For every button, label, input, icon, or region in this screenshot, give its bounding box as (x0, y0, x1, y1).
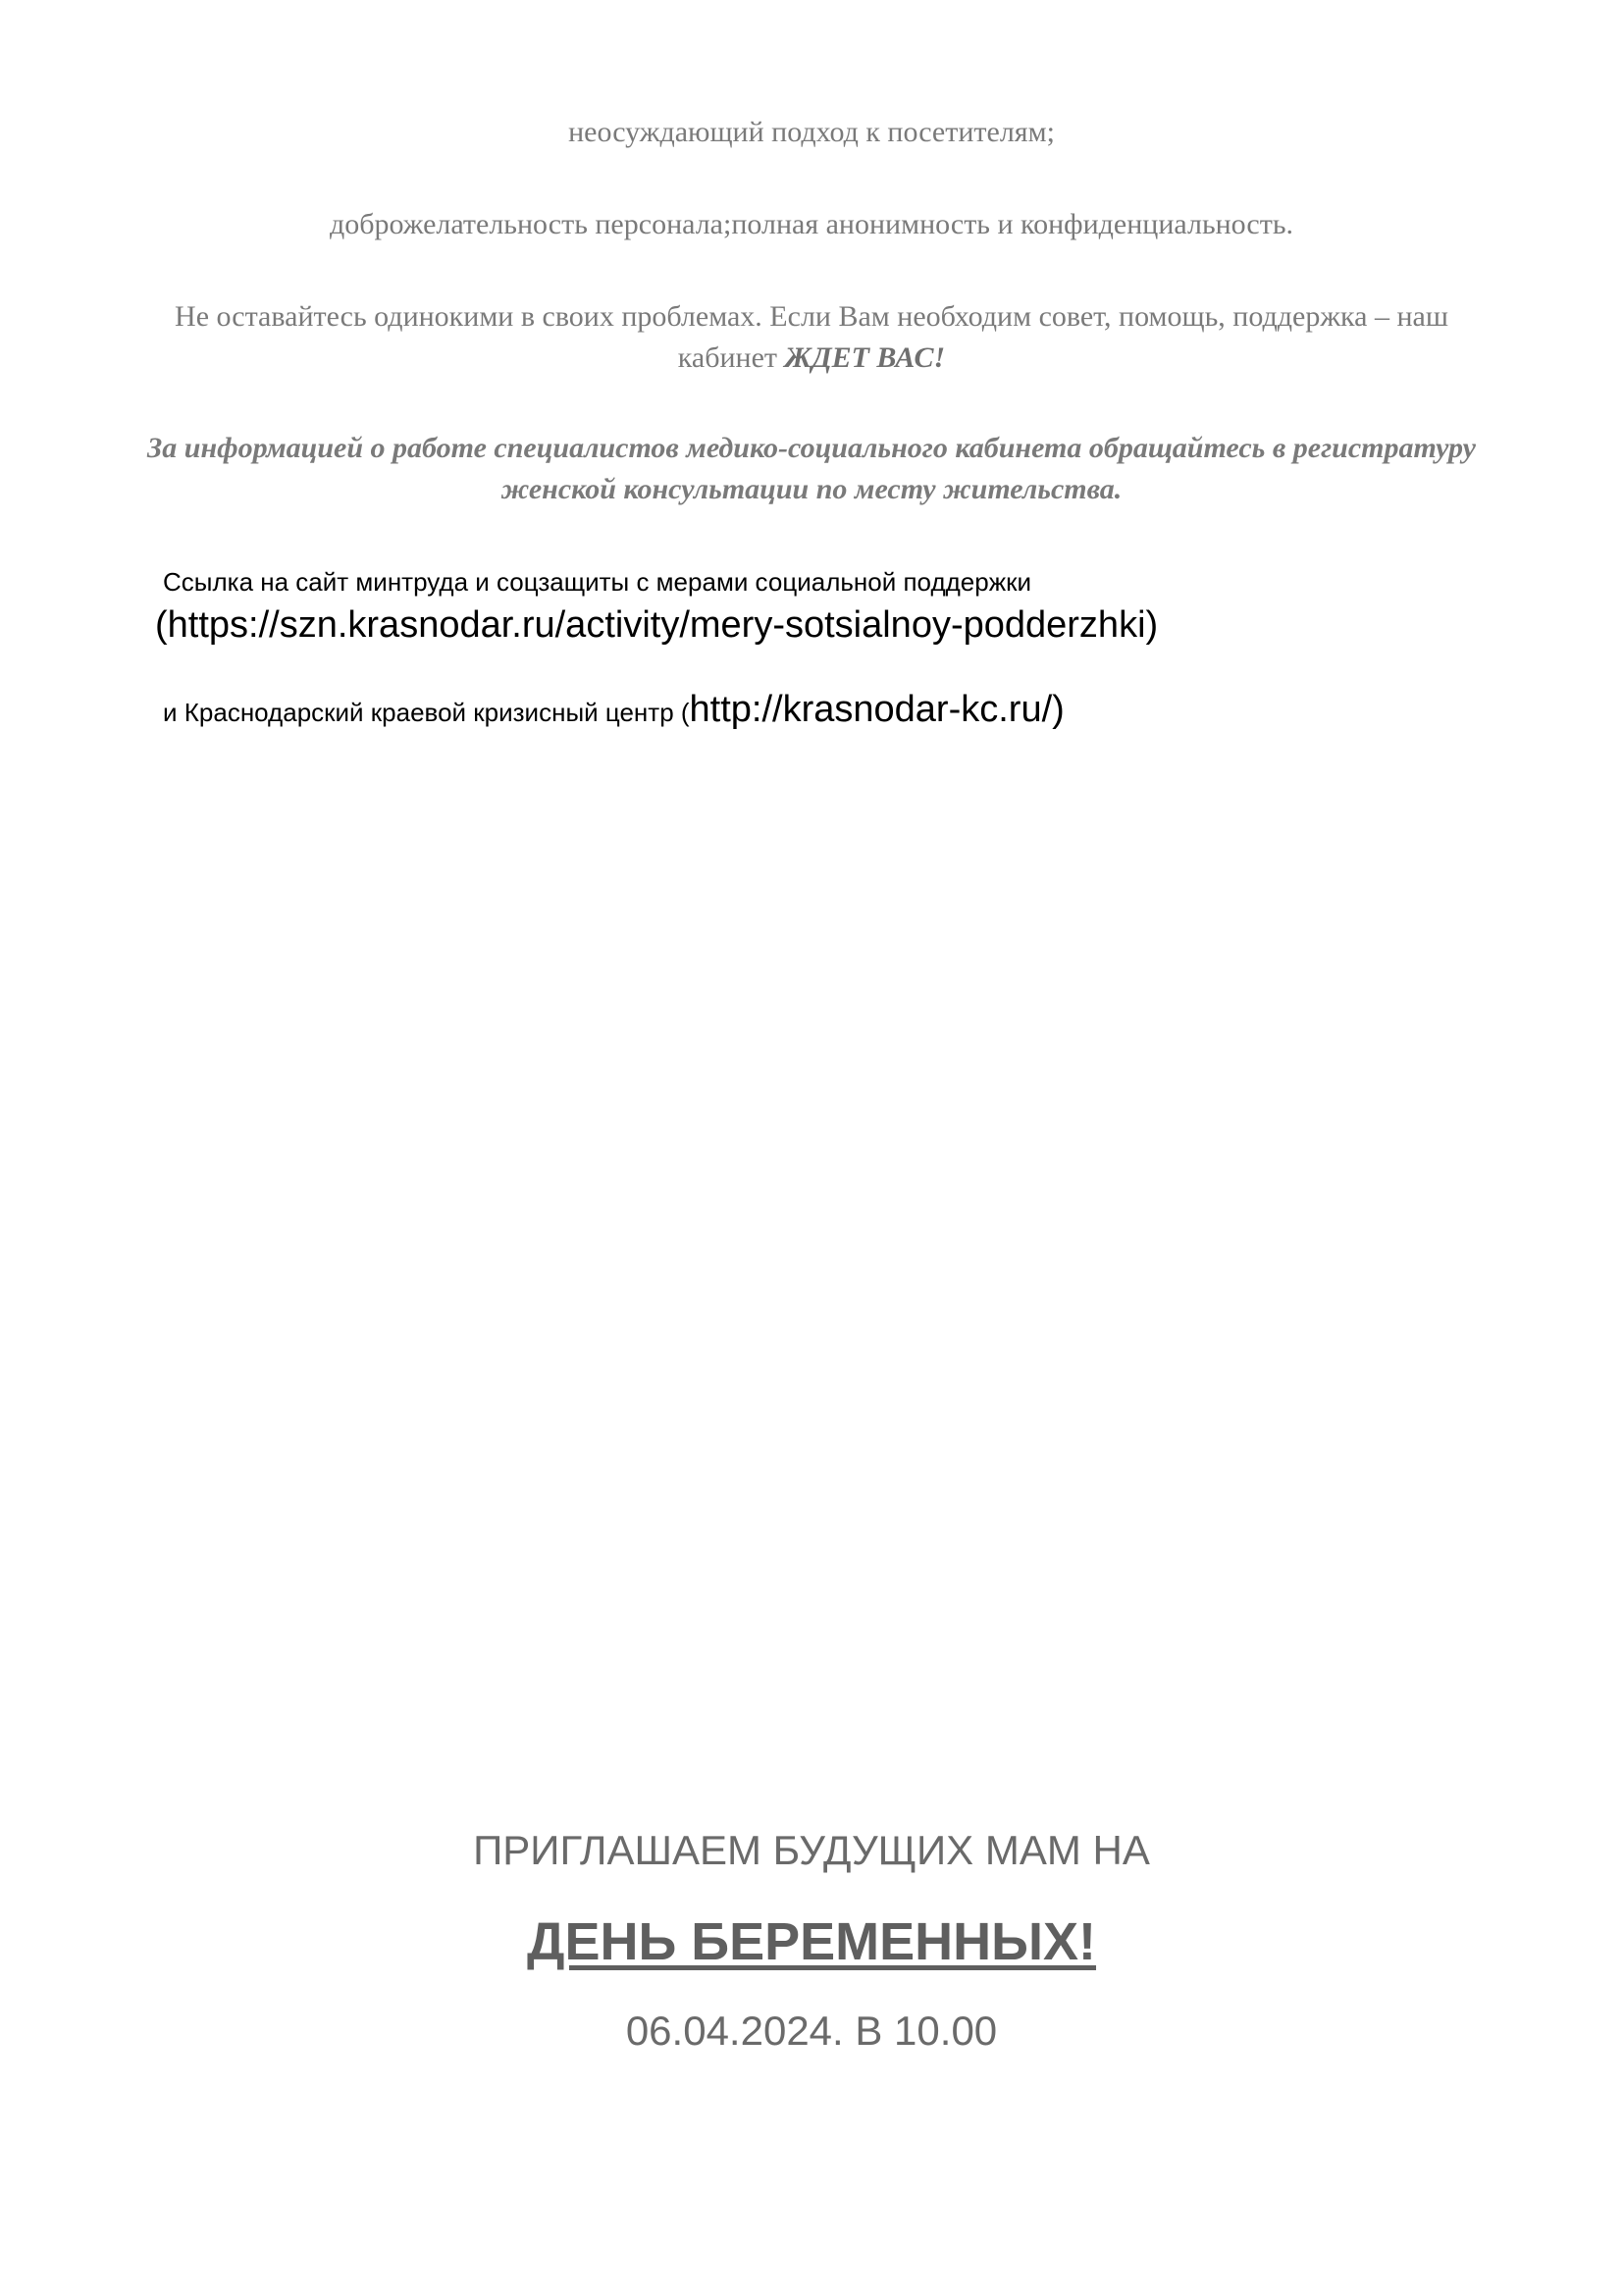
problems-emphasis: ЖДЕТ ВАС! (784, 341, 946, 374)
event-date: 06.04.2024. В 10.00 (625, 2008, 998, 2054)
event-title: ДЕНЬ БЕРЕМЕННЫХ! (526, 1912, 1097, 1971)
problems-text: Не оставайтесь одинокими в своих проблемах. Если Вам необходим совет, помощь, поддержка – наш кабинет (175, 300, 1448, 374)
approach-line: неосуждающий подход к посетителям; (568, 116, 1055, 148)
crisis-center-link[interactable]: http://krasnodar-kc.ru/) (689, 689, 1065, 730)
social-support-link[interactable]: (https://szn.krasnodar.ru/activity/mery-sotsialnoy-podderzhki) (155, 604, 1159, 646)
problems-paragraph (147, 296, 1476, 379)
crisis-center-line (163, 689, 1065, 731)
staff-line: доброжелательность персонала;полная анонимность и конфиденциальность. (329, 208, 1294, 240)
info-paragraph: За информацией о работе специалистов медико-социального кабинета обращайтесь в регистратуру женской консультации по месту жительства. (147, 432, 1476, 505)
social-support-link-intro: Ссылка на сайт минтруда и соцзащиты с мерами социальной поддержки (163, 567, 1031, 597)
crisis-center-label: и Краснодарский краевой кризисный центр ( (163, 698, 690, 727)
invite-text: ПРИГЛАШАЕМ БУДУЩИХ МАМ НА (473, 1827, 1150, 1873)
